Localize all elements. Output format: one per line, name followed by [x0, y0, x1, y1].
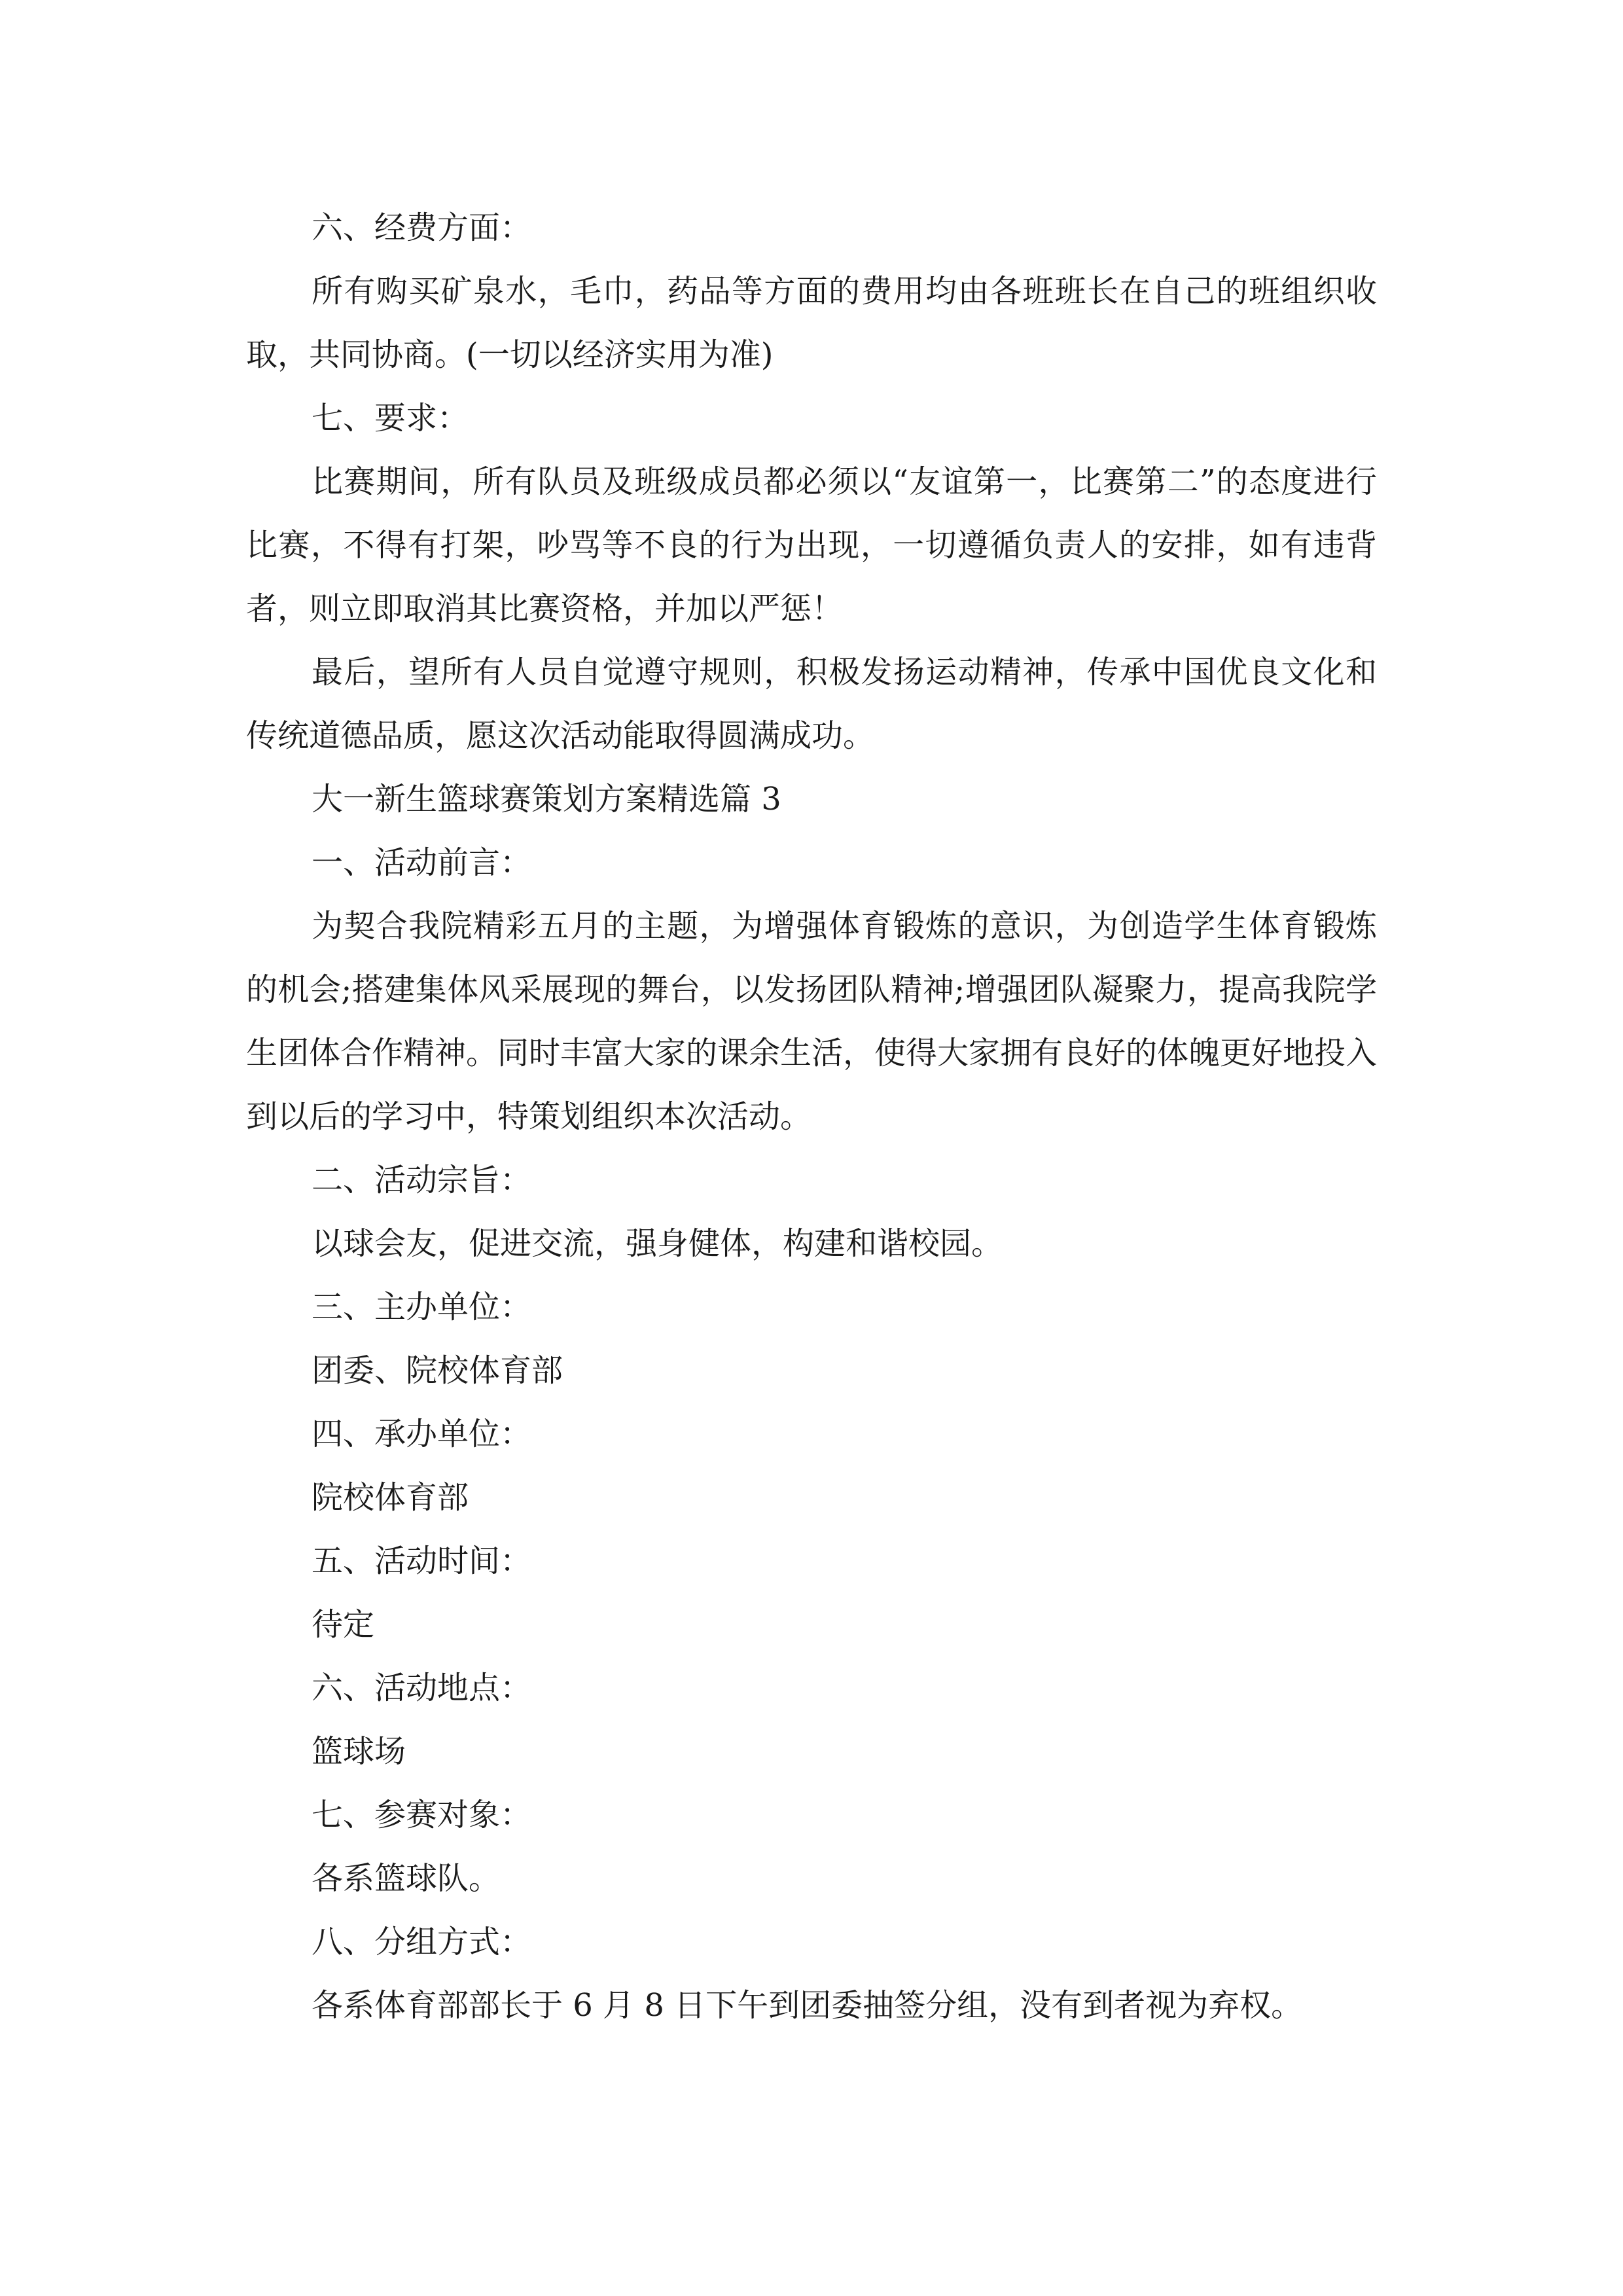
- paragraph-requirements: 比赛期间，所有队员及班级成员都必须以“友谊第一，比赛第二”的态度进行比赛，不得有打架，吵骂等不良的行为出现，一切遵循负责人的安排，如有违背者，则立即取消其比赛资格，并加以严惩！: [246, 463, 1377, 627]
- section-heading-venue: 六、活动地点：: [312, 1670, 532, 1706]
- section-heading-preface: 一、活动前言：: [312, 844, 532, 881]
- paragraph-venue: 篮球场: [312, 1733, 406, 1770]
- paragraph-grouping: 各系体育部部长于 6 月 8 日下午到团委抽签分组，没有到者视为弃权。: [312, 1987, 1303, 2024]
- document-body: [246, 196, 1377, 2037]
- paragraph-purpose: 以球会友，促进交流，强身健体，构建和谐校园。: [312, 1225, 1003, 1262]
- section-heading-organizer: 三、主办单位：: [312, 1289, 532, 1325]
- section-heading-purpose: 二、活动宗旨：: [312, 1162, 532, 1198]
- section-heading-funding: 六、经费方面：: [312, 209, 532, 246]
- section-heading-host: 四、承办单位：: [312, 1416, 532, 1452]
- paragraph-time: 待定: [312, 1606, 375, 1643]
- paragraph-closing: 最后，望所有人员自觉遵守规则，积极发扬运动精神，传承中国优良文化和传统道德品质，愿这次活动能取得圆满成功。: [246, 654, 1377, 754]
- section-heading-requirements: 七、要求：: [312, 400, 469, 437]
- section-heading-grouping: 八、分组方式：: [312, 1924, 532, 1960]
- paragraph-host: 院校体育部: [312, 1479, 469, 1516]
- article-title: 大一新生篮球赛策划方案精选篇 3: [312, 781, 781, 817]
- paragraph-funding: 所有购买矿泉水，毛巾，药品等方面的费用均由各班班长在自己的班组织收取，共同协商。(一切以经济实用为准): [246, 273, 1377, 373]
- paragraph-organizer: 团委、院校体育部: [312, 1352, 563, 1389]
- paragraph-preface: 为契合我院精彩五月的主题，为增强体育锻炼的意识，为创造学生体育锻炼的机会;搭建集体风采展现的舞台，以发扬团队精神;增强团队凝聚力，提高我院学生团体合作精神。同时丰富大家的课余生活，使得大家拥有良好的体魄更好地投入到以后的学习中，特策划组织本次活动。: [246, 908, 1378, 1135]
- section-heading-participants: 七、参赛对象：: [312, 1797, 532, 1833]
- paragraph-participants: 各系篮球队。: [312, 1860, 501, 1897]
- section-heading-time: 五、活动时间：: [312, 1543, 532, 1579]
